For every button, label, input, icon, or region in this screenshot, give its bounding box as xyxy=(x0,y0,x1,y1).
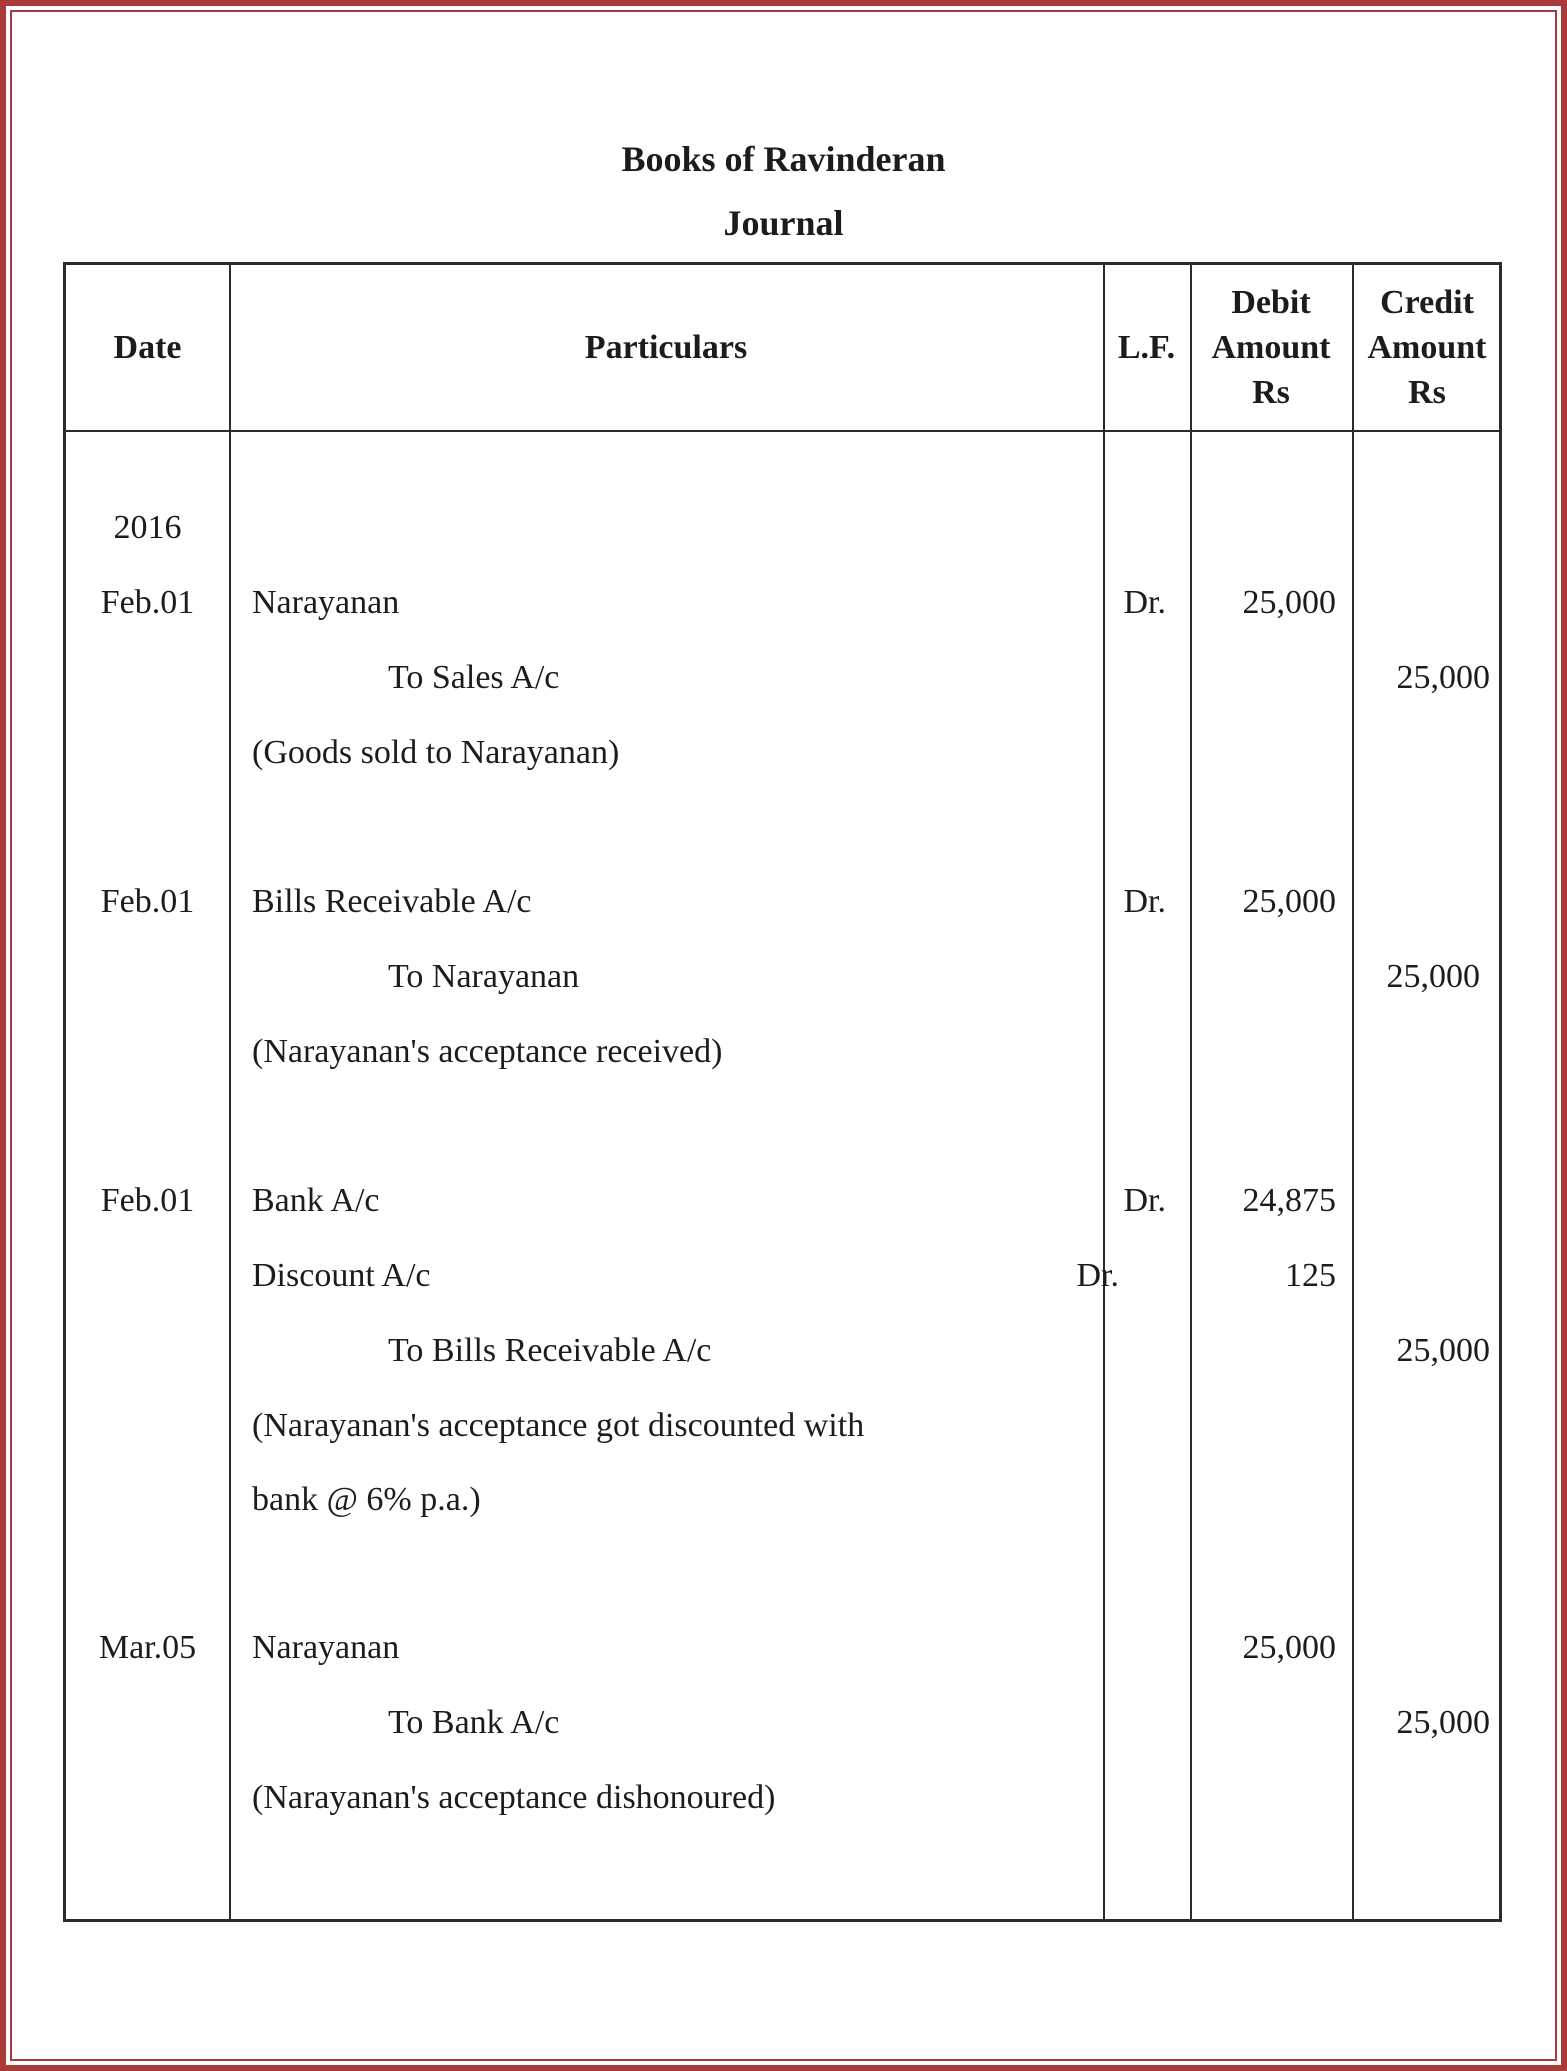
header-particulars: Particulars xyxy=(584,329,748,366)
header-debit-line: Debit xyxy=(1231,284,1311,321)
debit-account: Narayanan xyxy=(252,584,400,621)
narration: (Goods sold to Narayanan) xyxy=(252,734,620,771)
column-divider xyxy=(1190,265,1192,1919)
credit-account: To Sales A/c xyxy=(388,659,560,696)
year-label: 2016 xyxy=(113,509,182,546)
narration: (Narayanan's acceptance dishonoured) xyxy=(252,1779,776,1816)
credit-account: To Narayanan xyxy=(388,958,580,995)
dr-marker: Dr. xyxy=(1123,1182,1166,1219)
dr-marker: Dr. xyxy=(1123,883,1166,920)
entry-date: Feb.01 xyxy=(100,584,195,621)
narration: (Narayanan's acceptance got discounted with xyxy=(252,1407,865,1444)
credit-amount: 25,000 xyxy=(1396,1332,1490,1369)
credit-account: To Bank A/c xyxy=(388,1704,560,1741)
header-credit-line: Amount xyxy=(1367,329,1487,366)
dr-marker: Dr. xyxy=(1076,1257,1119,1294)
credit-amount: 25,000 xyxy=(1396,1704,1490,1741)
header-lf: L.F. xyxy=(1117,329,1176,366)
document-subtitle: Journal xyxy=(723,203,844,243)
narration: (Narayanan's acceptance received) xyxy=(252,1033,723,1070)
entry-date: Feb.01 xyxy=(100,1182,195,1219)
header-credit-line: Rs xyxy=(1408,374,1446,411)
debit-account: Narayanan xyxy=(252,1629,400,1666)
credit-amount: 25,000 xyxy=(1396,659,1490,696)
debit-amount: 125 xyxy=(1285,1257,1336,1294)
credit-amount: 25,000 xyxy=(1386,958,1480,995)
narration: bank @ 6% p.a.) xyxy=(252,1481,481,1518)
header-credit-line: Credit xyxy=(1380,284,1474,321)
debit-account: Bank A/c xyxy=(252,1182,380,1219)
header-debit-amount xyxy=(1190,265,1352,430)
header-date: Date xyxy=(113,329,182,366)
header-debit-line: Amount xyxy=(1211,329,1331,366)
debit-amount: 25,000 xyxy=(1242,883,1336,920)
debit-account: Discount A/c xyxy=(252,1257,431,1294)
journal-table xyxy=(63,262,1502,1922)
dr-marker: Dr. xyxy=(1123,584,1166,621)
debit-amount: 25,000 xyxy=(1242,584,1336,621)
header-debit-line: Rs xyxy=(1252,374,1290,411)
header-divider xyxy=(66,430,1499,432)
entry-date: Feb.01 xyxy=(100,883,195,920)
debit-amount: 25,000 xyxy=(1242,1629,1336,1666)
header-credit-amount xyxy=(1352,265,1502,430)
column-divider xyxy=(229,265,231,1919)
entry-date: Mar.05 xyxy=(98,1629,197,1666)
debit-amount: 24,875 xyxy=(1242,1182,1336,1219)
document-title: Books of Ravinderan xyxy=(621,139,946,179)
column-divider xyxy=(1352,265,1354,1919)
debit-account: Bills Receivable A/c xyxy=(252,883,532,920)
credit-account: To Bills Receivable A/c xyxy=(388,1332,712,1369)
column-divider xyxy=(1103,265,1105,1919)
